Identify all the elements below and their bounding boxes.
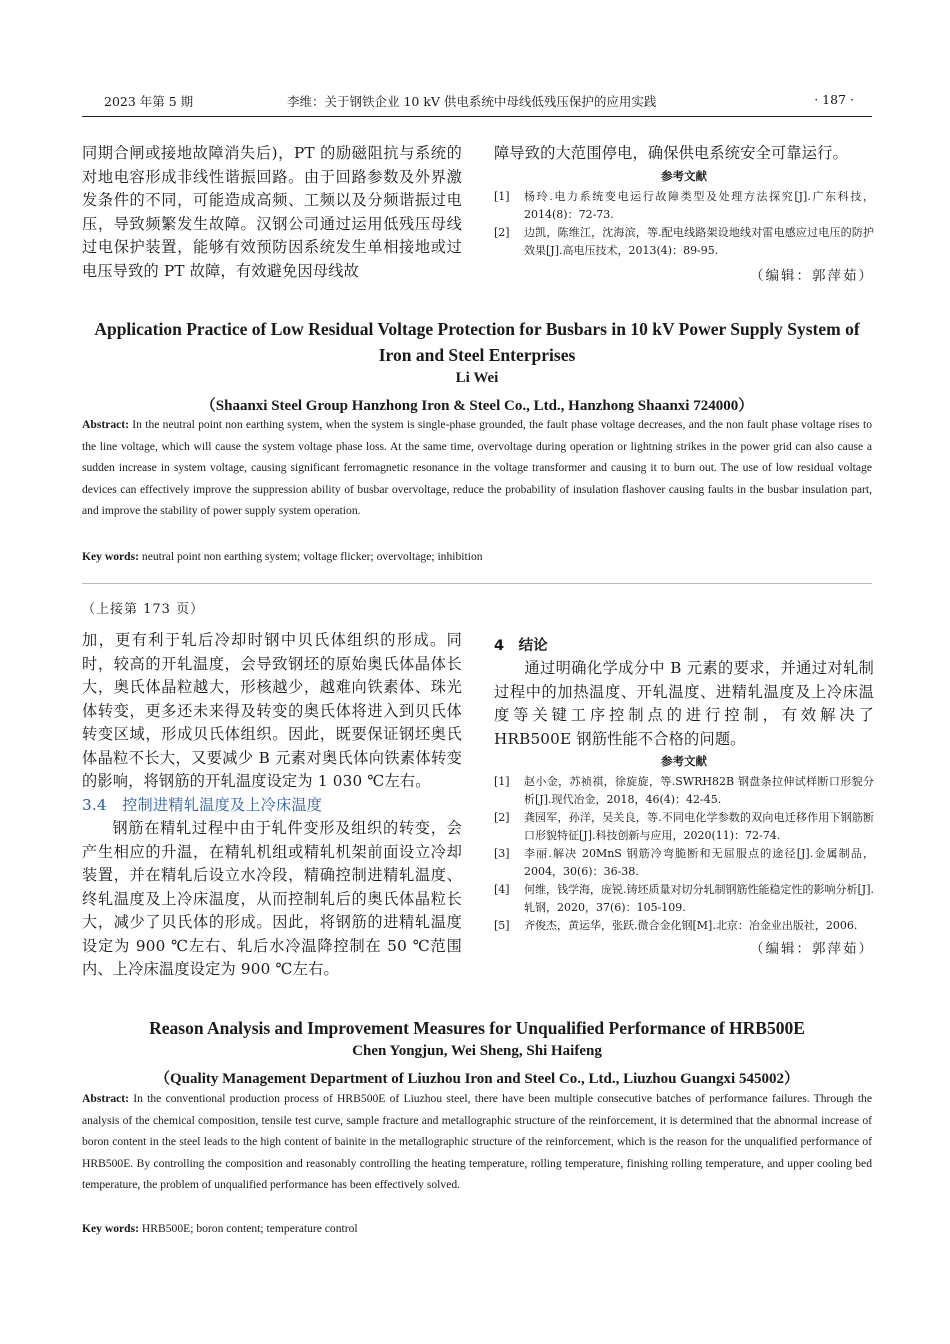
english-abstract <box>82 414 872 522</box>
keywords-text: neutral point non earthing system; voltage flicker; overvoltage; inhibition <box>141 550 483 563</box>
reference-item: [3] 李丽.解决 20MnS 钢筋冷弯脆断和无屈服点的途径[J].金属制品，2004，30(6)：36-38. <box>494 847 874 878</box>
english-title: Application Practice of Low Residual Voltage Protection for Busbars in 10 kV Power Supply System of Iron and Steel Enterprises <box>94 319 860 365</box>
keywords-label: Key words: <box>82 550 139 563</box>
reference-item: [2] 龚园军，孙洋，吴关良，等.不同电化学参数的双向电迁移作用下钢筋断口形貌特征[J].科技创新与应用，2020(11)：72-74. <box>494 811 874 842</box>
body-paragraph: 钢筋在精轧过程中由于轧件变形及组织的转变，会产生相应的升温，在精轧机组或精轧机架前面设立冷却装置，并在精轧后设立水冷段，精确控制进精轧温度、终轧温度及上冷床温度，从而控制轧后的奥氏体晶粒长大，减少了贝氏体的形成。因此，将钢筋的进精轧温度设定为 900 ℃左右、轧后水冷温降控制在 50 ℃范围内、上冷床温度设定为 900 ℃左右。 <box>82 819 462 978</box>
page-number: · 187 · <box>814 92 854 107</box>
abstract-text: In the neutral point non earthing system, when the system is single-phase grounded, the fault phase voltage decreases, and the non fault phase voltage rises to the line voltage, which will cause the system voltage phase loss. At the same time, overvoltage during operation or lightning strikes in the power grid can also cause a sudden increase in system voltage, causing significant ferromagnetic resonance in the voltage transformer and causing it to burn out. The use of low residual voltage devices can effectively improve the suppression ability of busbar overvoltage, reduce the probability of insulation flashover causing faults in the busbar insulation part, and improve the stability of power supply system operation. <box>82 418 872 518</box>
article1-right-column <box>494 142 874 284</box>
reference-item: [5] 齐俊杰，黄运华，张跃.微合金化钢[M].北京：冶金业出版社，2006. <box>494 919 858 932</box>
body-paragraph: 通过明确化学成分中 B 元素的要求，并通过对轧制过程中的加热温度、开轧温度、进精轧温度及上冷床温度等关键工序控制点的进行控制，有效解决了 HRB500E 钢筋性能不合格的问题。 <box>494 659 874 748</box>
editor-note: （编辑：郭萍茹） <box>750 267 874 284</box>
abstract-text: In the conventional production process of HRB500E of Liuzhou steel, there have been multiple consecutive batches of performance failures. Through the analysis of the chemical composition, tensile test curve, sample fracture and metallographic structure of the reinforcement, it is determined that the abnormal increase of boron content in the steel leads to the high content of bainite in the metallographic structure of the reinforcement, which is the reason for the unqualified performance of HRB500E. By controlling the composition and reasonably controlling the heating temperature, rolling temperature, finishing rolling temperature, and upper cooling bed temperature, the problem of unqualified performance has been effectively solved. <box>82 1092 872 1192</box>
running-header <box>82 90 872 112</box>
body-paragraph: 同期合闸或接地故障消失后)，PT 的励磁阻抗与系统的对地电容形成非线性谐振回路。由于回路参数及外界激发条件的不同，可能造成高频、工频以及分频谐振过电压，导致频繁发生故障。汉钢公司通过运用低残压母线过电保护装置，能够有效预防因系统发生单相接地或过电压导致的 PT 故障，有效避免因母线故 <box>82 144 462 280</box>
article-separator <box>82 583 872 584</box>
reference-list <box>494 773 874 935</box>
abstract-label: Abstract: <box>82 1092 130 1105</box>
reference-list <box>494 188 874 260</box>
running-title: 李维：关于钢铁企业 10 kV 供电系统中母线低残压保护的应用实践 <box>287 94 657 109</box>
section-heading: 3.4 控制进精轧温度及上冷床温度 <box>82 795 323 814</box>
english-title: Reason Analysis and Improvement Measures for Unqualified Performance of HRB500E <box>149 1018 805 1038</box>
keywords-label: Key words: <box>82 1222 139 1235</box>
body-paragraph: 障导致的大范围停电，确保供电系统安全可靠运行。 <box>494 144 848 162</box>
editor-note: （编辑：郭萍茹） <box>750 941 874 957</box>
continued-note: （上接第 173 页） <box>82 602 205 617</box>
abstract-label: Abstract: <box>82 418 130 431</box>
english-author: Chen Yongjun, Wei Sheng, Shi Haifeng <box>352 1043 602 1059</box>
section-heading: 4 结论 <box>494 638 548 654</box>
body-paragraph: 加，更有利于轧后冷却时钢中贝氏体组织的形成。同时，较高的开轧温度，会导致钢坯的原始奥氏体晶体长大，奥氏体晶粒越大，形核越少，越难向铁素体、珠光体转变，更多还未来得及转变的奥氏体将进入到贝氏体转变区域，形成贝氏体组织。因此，既要保证钢坯奥氏体晶粒不长大，又要减少 B 元素对奥氏体向铁素体转变的影响，将钢筋的开轧温度设定为 1 030 ℃左右。 <box>82 631 462 790</box>
reference-item: [1] 赵小金，苏祯祺，徐旋旋，等.SWRH82B 钢盘条拉伸试样断口形貌分析[J].现代冶金，2018，46(4)：42-45. <box>494 775 874 806</box>
english-author: Li Wei <box>455 370 499 386</box>
journal-issue: 2023 年第 5 期 <box>104 94 194 109</box>
english-affiliation: （Quality Management Department of Liuzhou Iron and Steel Co., Ltd., Liuzhou Guangxi 545002） <box>155 1071 799 1087</box>
reference-item: [4] 何维，钱学海，庞锐.铸坯质量对切分轧制钢筋性能稳定性的影响分析[J].轧钢，2020，37(6)：105-109. <box>494 883 874 914</box>
reference-item: [2] 边凯，陈维江，沈海滨，等.配电线路架设地线对雷电感应过电压的防护效果[J].高电压技术，2013(4)：89-95. <box>494 225 874 257</box>
references-heading: 参考文献 <box>661 168 707 183</box>
english-affiliation: （Shaanxi Steel Group Hanzhong Iron & Steel Co., Ltd., Hanzhong Shaanxi 724000） <box>200 398 754 414</box>
reference-item: [1] 杨玲.电力系统变电运行故障类型及处理方法探究[J].广东科技，2014(8)：72-73. <box>494 189 874 221</box>
keywords-text: HRB500E; boron content; temperature control <box>141 1222 358 1235</box>
keywords <box>82 1222 872 1235</box>
header-rule <box>82 116 872 117</box>
references-heading: 参考文献 <box>661 754 707 768</box>
keywords <box>82 550 872 563</box>
english-abstract <box>82 1088 872 1196</box>
article2-left-column <box>82 598 462 982</box>
article2-right-column <box>494 634 874 957</box>
article1-left-column <box>82 142 462 283</box>
